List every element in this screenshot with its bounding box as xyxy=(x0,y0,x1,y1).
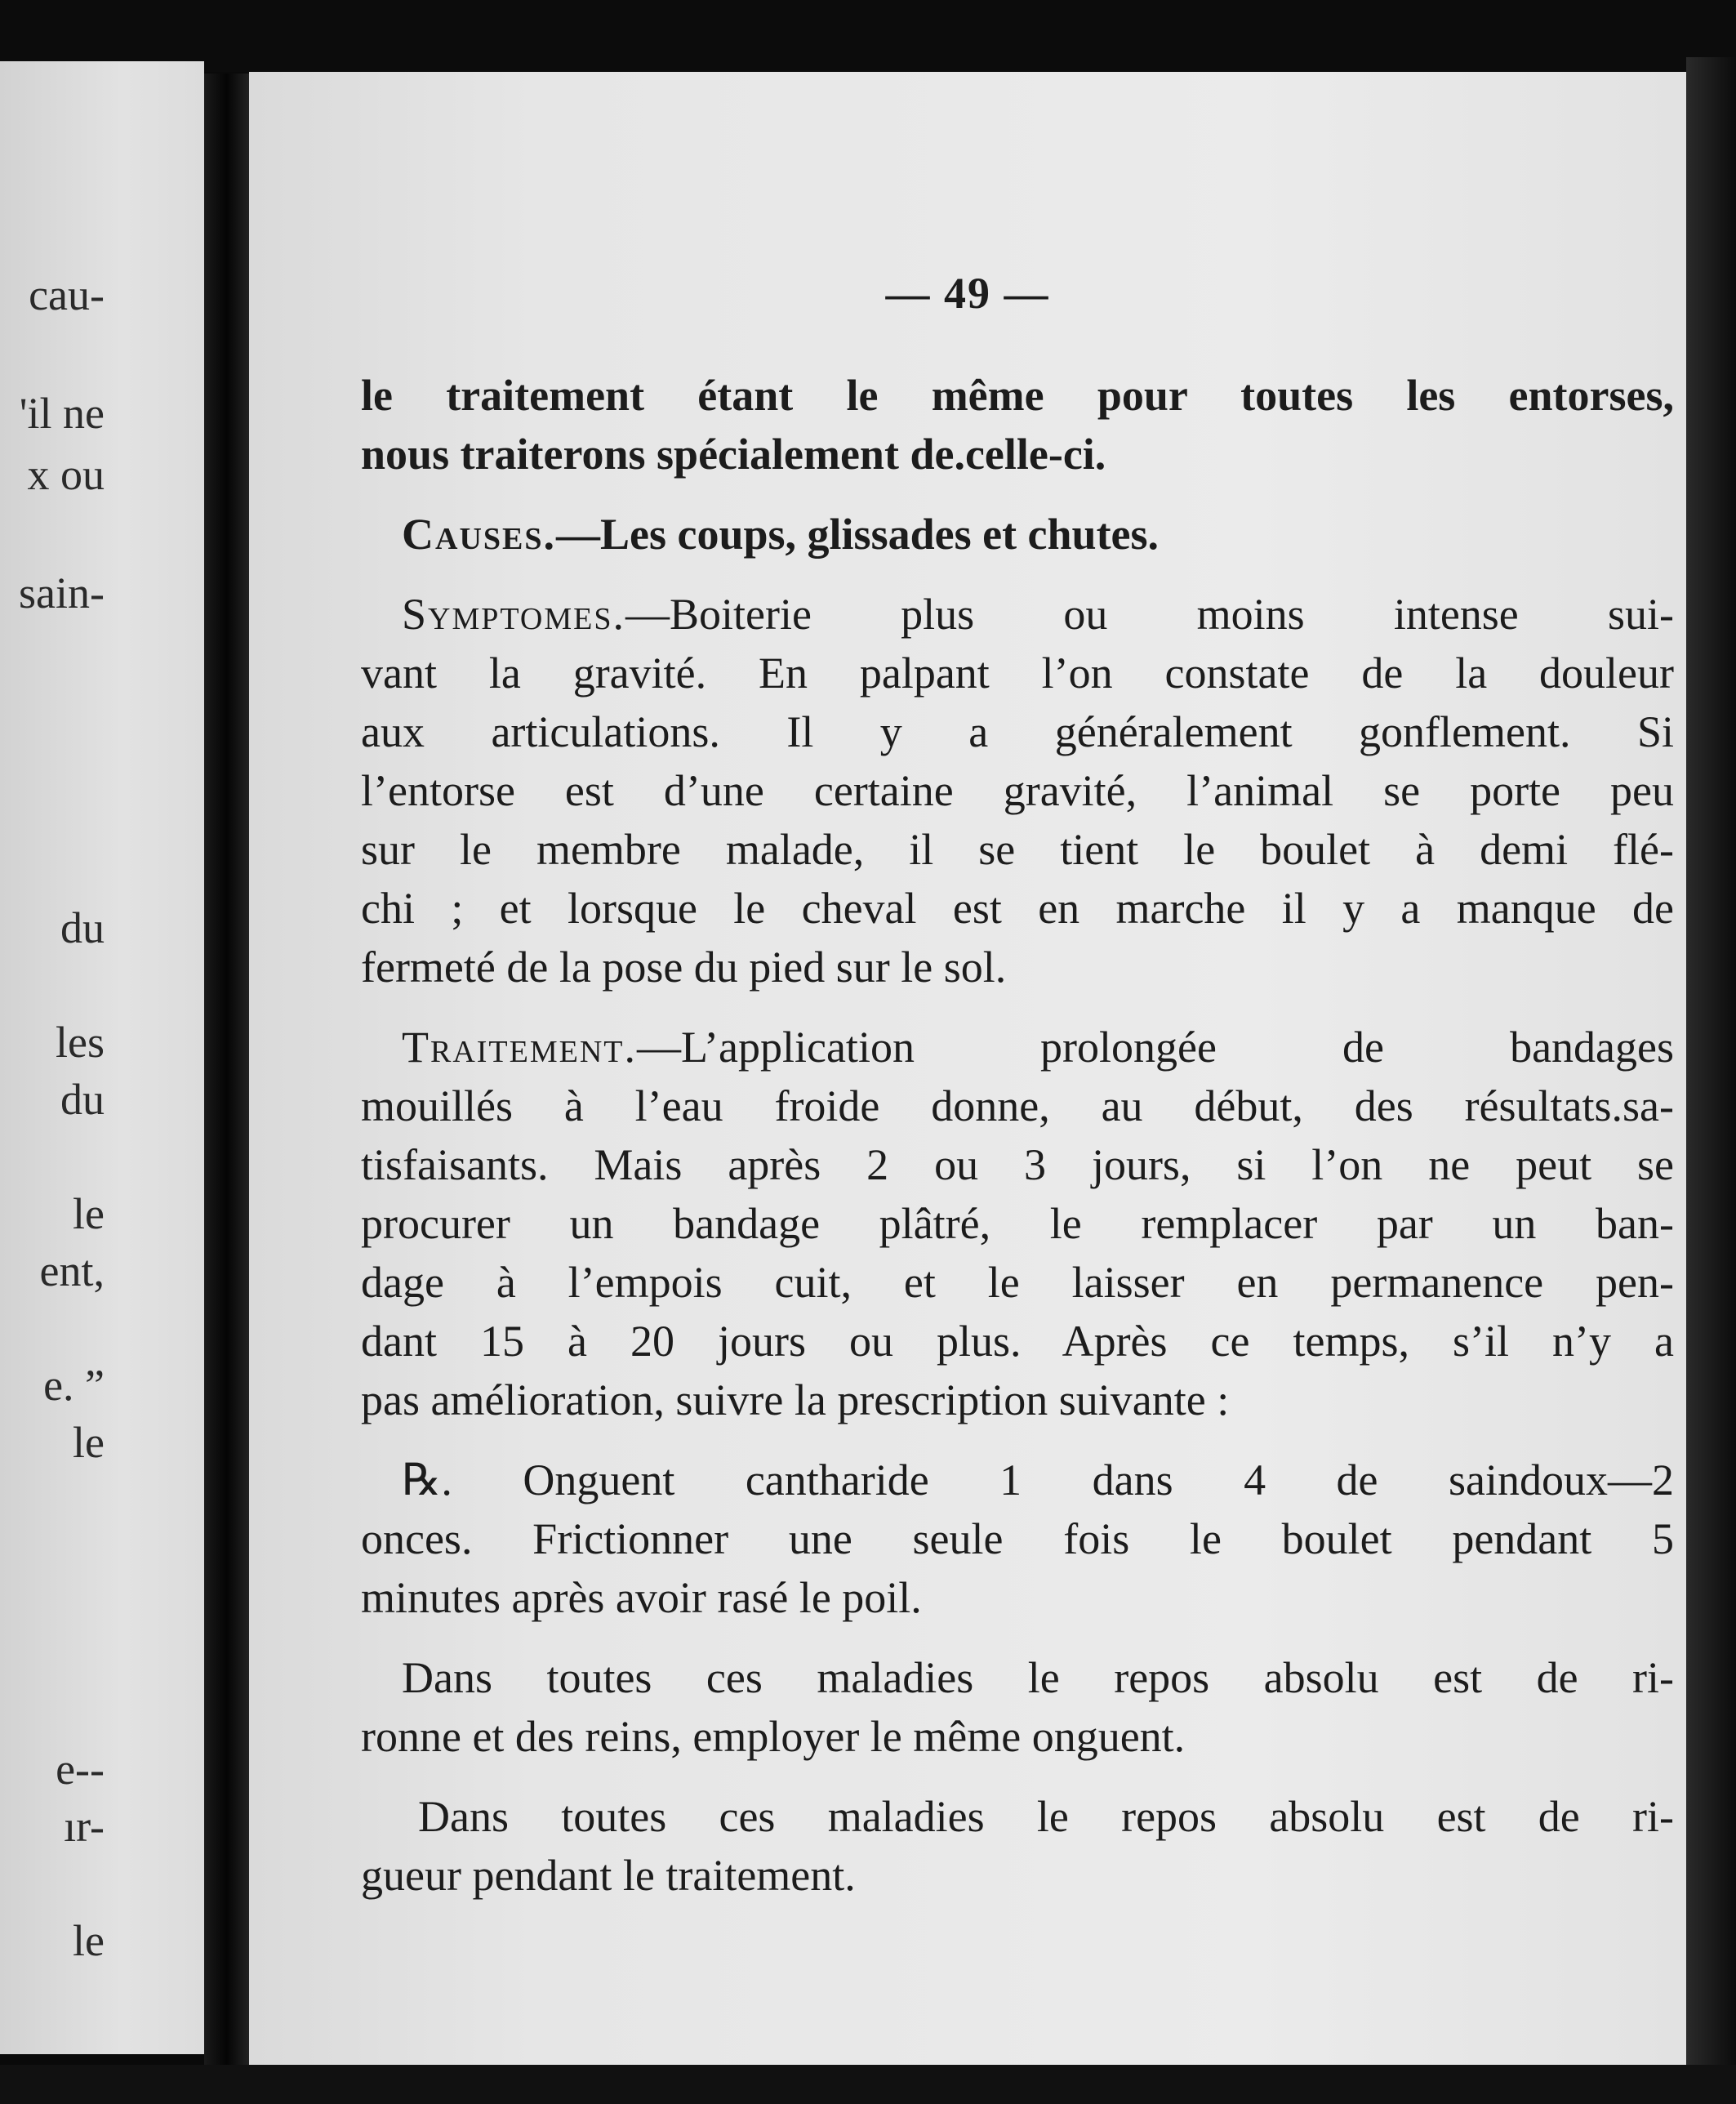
page-body xyxy=(361,366,1674,1905)
left-fragment: le xyxy=(73,1916,105,1965)
text-line: gueur pendant le traitement. xyxy=(361,1851,856,1900)
text-line: sur le membre malade, il se tient le boulet à demi flé- xyxy=(361,825,1674,874)
text-line: Dans toutes ces maladies le repos absolu est de ri- xyxy=(418,1792,1674,1841)
text-line: pas amélioration, suivre la prescription suivante : xyxy=(361,1375,1230,1424)
section-heading: Traitement. xyxy=(402,1023,638,1072)
scan-top-border xyxy=(0,0,1736,72)
left-fragment: sain- xyxy=(19,568,105,617)
text-line: chi ; et lorsque le cheval est en marche il y a manque de xyxy=(361,884,1674,933)
left-fragment: 'il ne xyxy=(19,389,105,438)
causes-paragraph xyxy=(361,505,1674,564)
text-line: Dans toutes ces maladies le repos absolu est de ri- xyxy=(402,1653,1674,1702)
left-fragment: e. ” xyxy=(43,1361,105,1410)
book-page xyxy=(249,72,1686,2065)
section-heading: Causes. xyxy=(402,510,556,559)
book-gutter xyxy=(204,74,249,2099)
prescription-line: ℞. Onguent cantharide 1 dans 4 de saindoux—2 xyxy=(402,1455,1674,1504)
text-line: onces. Frictionner une seule fois le boulet pendant 5 xyxy=(361,1514,1674,1563)
left-fragment: ır- xyxy=(64,1802,105,1851)
text-line: fermeté de la pose du pied sur le sol. xyxy=(361,943,1007,992)
text-line: minutes après avoir rasé le poil. xyxy=(361,1573,922,1622)
section-heading: Symptomes. xyxy=(402,590,625,639)
text-line: procurer un bandage plâtré, le remplacer par un ban- xyxy=(361,1199,1674,1248)
text-run: —L’application prolongée de bandages xyxy=(637,1023,1674,1072)
previous-page-fragment xyxy=(0,61,204,2054)
left-fragment: x ou xyxy=(27,450,105,499)
scan-bottom-border xyxy=(0,2065,1736,2104)
left-fragment: du xyxy=(60,903,105,952)
text-line: le traitement étant le même pour toutes les entorses, xyxy=(361,371,1674,420)
text-line: dant 15 à 20 jours ou plus. Après ce temps, s’il n’y a xyxy=(361,1317,1674,1366)
text-line: ronne et des reins, employer le même onguent. xyxy=(361,1712,1186,1761)
page-number: — 49 — xyxy=(885,269,1050,318)
text-line: nous traiterons spécialement de.celle-ci. xyxy=(361,430,1106,479)
text-run: —Les coups, glissades et chutes. xyxy=(556,510,1160,559)
left-fragment: du xyxy=(60,1075,105,1124)
text-line: l’entorse est d’une certaine gravité, l’animal se porte peu xyxy=(361,766,1674,815)
left-fragment: le xyxy=(73,1189,105,1238)
text-line: vant la gravité. En palpant l’on constate de la douleur xyxy=(361,649,1674,698)
text-line: aux articulations. Il y a généralement gonflement. Si xyxy=(361,707,1674,756)
text-run: —Boiterie plus ou moins intense sui- xyxy=(625,590,1674,639)
left-fragment: cau- xyxy=(29,270,105,319)
text-line: dage à l’empois cuit, et le laisser en permanence pen- xyxy=(361,1258,1674,1307)
text-line: tisfaisants. Mais après 2 ou 3 jours, si l’on ne peut se xyxy=(361,1140,1674,1189)
left-fragment: le xyxy=(73,1418,105,1467)
left-fragment: ent, xyxy=(39,1246,105,1295)
treatment-first-line xyxy=(361,1018,1674,1077)
text-line: mouillés à l’eau froide donne, au début, des résultats.sa- xyxy=(361,1081,1674,1130)
left-fragment: les xyxy=(56,1018,105,1067)
symptoms-first-line xyxy=(361,585,1674,644)
page-edge-shadow xyxy=(1686,57,1736,2104)
left-fragment: e-- xyxy=(56,1745,105,1794)
